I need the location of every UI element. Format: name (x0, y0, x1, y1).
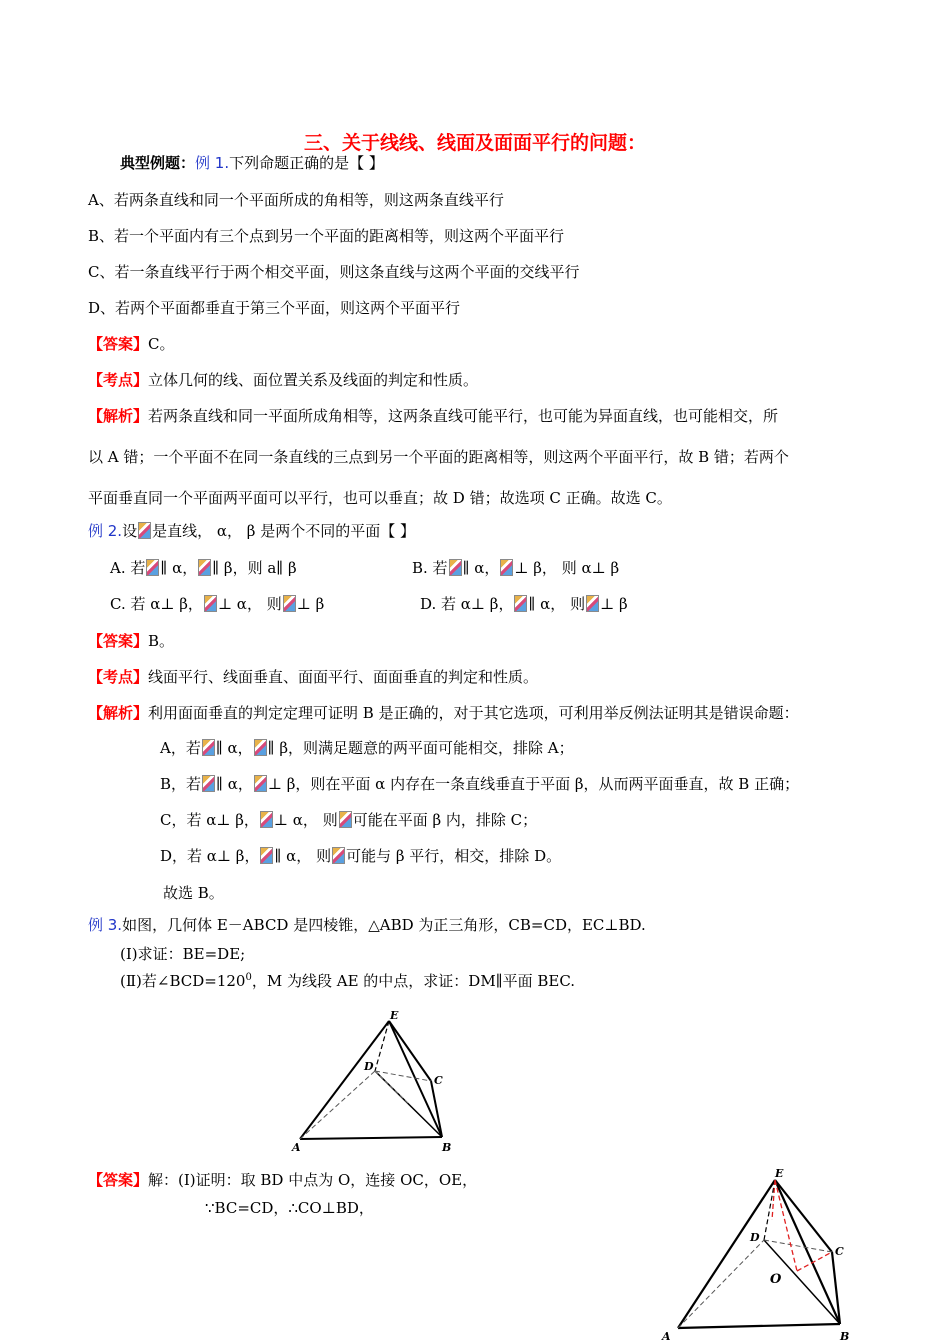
example-1-answer (88, 333, 175, 354)
analysis-tag: 【解析】 (88, 407, 149, 425)
answer-tag: 【答案】 (88, 632, 149, 650)
example-2-heading (88, 520, 415, 541)
option-prefix: D. 若 α⊥ β， (420, 595, 514, 613)
option-middle: ∥ α， (160, 559, 198, 577)
edge-ad (300, 1071, 375, 1139)
option-end: ∥ β，则 a∥ β (212, 559, 297, 577)
example-3-label: 例 3. (88, 916, 123, 934)
vertex-label-b: B (840, 1330, 850, 1343)
analysis-prefix: C，若 α⊥ β， (160, 811, 259, 829)
formula-image-icon (146, 559, 159, 576)
answer-text: C。 (148, 335, 175, 353)
example-2-label: 例 2. (88, 522, 123, 540)
example-2-point (88, 666, 538, 687)
analysis-text: 若两条直线和同一平面所成角相等，这两条直线可能平行，也可能为异面直线，也可能相交，所 (148, 407, 779, 425)
formula-image-icon (449, 559, 462, 576)
analysis-middle: ⊥ α， 则 (273, 811, 338, 829)
example-2-option-d (420, 593, 628, 614)
formula-image-icon (500, 559, 513, 576)
point-tag: 【考点】 (88, 371, 149, 389)
example-1-option-c: C、若一条直线平行于两个相交平面，则这条直线与这两个平面的交线平行 (88, 263, 580, 281)
formula-image-icon (204, 595, 217, 612)
example-1-question: 下列命题正确的是【 】 (229, 154, 384, 172)
analysis-prefix: B，若 (160, 775, 202, 793)
example-2-analysis-b (160, 773, 799, 794)
example-1-option-a: A、若两条直线和同一个平面所成的角相等，则这两条直线平行 (88, 191, 504, 209)
example-2-conclusion: 故选 B。 (163, 884, 224, 902)
example-1-heading (120, 152, 384, 173)
analysis-end: 可能在平面 β 内，排除 C； (352, 811, 538, 829)
example-1-option-d: D、若两个平面都垂直于第三个平面，则这两个平面平行 (88, 299, 461, 317)
edge-ab (300, 1137, 442, 1139)
option-middle: ⊥ α， 则 (217, 595, 282, 613)
example-2-option-c (110, 593, 324, 614)
edge-ad (678, 1240, 764, 1328)
edge-ae (300, 1021, 389, 1139)
point-text: 线面平行、线面垂直、面面平行、面面垂直的判定和性质。 (148, 668, 539, 686)
degree-superscript: 0 (245, 972, 252, 983)
vertex-label-c: C (835, 1245, 844, 1258)
answer-tag: 【答案】 (88, 1171, 149, 1189)
formula-image-icon (202, 739, 215, 756)
vertex-label-a: A (662, 1330, 671, 1343)
analysis-middle: ∥ α， 则 (274, 847, 332, 865)
example-2-analysis-c (160, 809, 537, 830)
option-end: ⊥ β (296, 595, 325, 613)
vertex-label-d: D (750, 1231, 760, 1244)
analysis-prefix: D，若 α⊥ β， (160, 847, 260, 865)
example-1-option-b: B、若一个平面内有三个点到另一个平面的距离相等，则这两个平面平行 (88, 227, 565, 245)
edge-ae (678, 1180, 775, 1328)
answer-line-1: 解：(Ⅰ)证明：取 BD 中点为 O，连接 OC，OE， (148, 1171, 478, 1189)
point-text: 立体几何的线、面位置关系及线面的判定和性质。 (148, 371, 479, 389)
formula-image-icon (332, 847, 345, 864)
edge-ab (678, 1324, 840, 1328)
option-middle: ∥ α， (462, 559, 500, 577)
edge-ec (389, 1021, 431, 1081)
analysis-text: 利用面面垂直的判定定理可证明 B 是正确的，对于其它选项，可利用举反例法证明其是错误命题： (148, 704, 799, 722)
formula-image-icon (260, 847, 273, 864)
formula-image-icon (514, 595, 527, 612)
question-suffix: 是直线， α， β 是两个不同的平面【 】 (152, 522, 415, 540)
option-prefix: A. 若 (110, 559, 146, 577)
part-2-prefix: (Ⅱ)若∠BCD=120 (120, 972, 246, 990)
formula-image-icon (198, 559, 211, 576)
question-prefix: 设 (122, 522, 138, 540)
vertex-label-e: E (775, 1167, 784, 1180)
edge-ed (375, 1021, 389, 1071)
example-2-analysis (88, 702, 799, 723)
example-3-answer-line-2: ∵BC=CD，∴CO⊥BD， (205, 1199, 374, 1217)
example-1-analysis-line-2: 以 A 错；一个平面不在同一条直线的三点到另一个平面的距离相等，则这两个平面平行，故 B 错；若两个 (88, 448, 789, 466)
formula-image-icon (586, 595, 599, 612)
formula-image-icon (260, 811, 273, 828)
vertex-label-e: E (390, 1009, 399, 1022)
option-prefix: C. 若 α⊥ β， (110, 595, 203, 613)
vertex-label-b: B (442, 1141, 452, 1154)
formula-image-icon (254, 775, 267, 792)
example-2-analysis-d (160, 845, 561, 866)
point-tag: 【考点】 (88, 668, 149, 686)
example-2-option-b (412, 557, 619, 578)
formula-image-icon (339, 811, 352, 828)
example-1-label: 例 1. (195, 154, 230, 172)
analysis-end: ⊥ β，则在平面 α 内存在一条直线垂直于平面 β，从而两平面垂直，故 B 正确； (267, 775, 800, 793)
formula-image-icon (254, 739, 267, 756)
vertex-label-a: A (292, 1141, 301, 1154)
option-prefix: B. 若 (412, 559, 448, 577)
formula-image-icon (283, 595, 296, 612)
example-3-heading (88, 914, 646, 935)
analysis-prefix: A，若 (160, 739, 201, 757)
example-3-part-2 (120, 970, 575, 991)
page-title: 三、关于线线、线面及面面平行的问题： (303, 132, 646, 154)
analysis-tag: 【解析】 (88, 704, 149, 722)
formula-image-icon (138, 522, 151, 539)
example-3-answer (88, 1169, 477, 1190)
answer-tag: 【答案】 (88, 335, 149, 353)
pyramid-figure-2 (660, 1160, 870, 1344)
example-2-analysis-a (160, 737, 574, 758)
example-1-point (88, 369, 478, 390)
analysis-middle: ∥ α， (215, 739, 253, 757)
pyramid-figure-1 (290, 1005, 470, 1155)
analysis-end: 可能与 β 平行，相交，排除 D。 (346, 847, 562, 865)
segment-e-dashed (772, 1180, 775, 1220)
option-end: ⊥ β (600, 595, 628, 613)
example-1-analysis-line-3: 平面垂直同一个平面两平面可以平行，也可以垂直；故 D 错；故选项 C 正确。故选 C。 (88, 489, 672, 507)
typical-example-label: 典型例题： (120, 154, 196, 172)
formula-image-icon (202, 775, 215, 792)
analysis-end: ∥ β，则满足题意的两平面可能相交，排除 A； (267, 739, 574, 757)
part-2-suffix: ，M 为线段 AE 的中点，求证：DM∥平面 BEC. (251, 972, 576, 990)
point-label-o: O (770, 1272, 782, 1287)
vertex-label-c: C (434, 1074, 443, 1087)
analysis-middle: ∥ α， (216, 775, 253, 793)
example-3-part-1: (Ⅰ)求证：BE=DE; (120, 945, 246, 963)
example-2-answer (88, 630, 174, 651)
option-end: ⊥ β， 则 α⊥ β (514, 559, 620, 577)
example-3-question: 如图，几何体 E－ABCD 是四棱锥，△ABD 为正三角形，CB=CD，EC⊥BD. (122, 916, 646, 934)
vertex-label-d: D (364, 1060, 374, 1073)
example-1-analysis-line-1 (88, 405, 778, 426)
option-middle: ∥ α， 则 (528, 595, 586, 613)
example-2-option-a (110, 557, 297, 578)
answer-text: B。 (148, 632, 175, 650)
